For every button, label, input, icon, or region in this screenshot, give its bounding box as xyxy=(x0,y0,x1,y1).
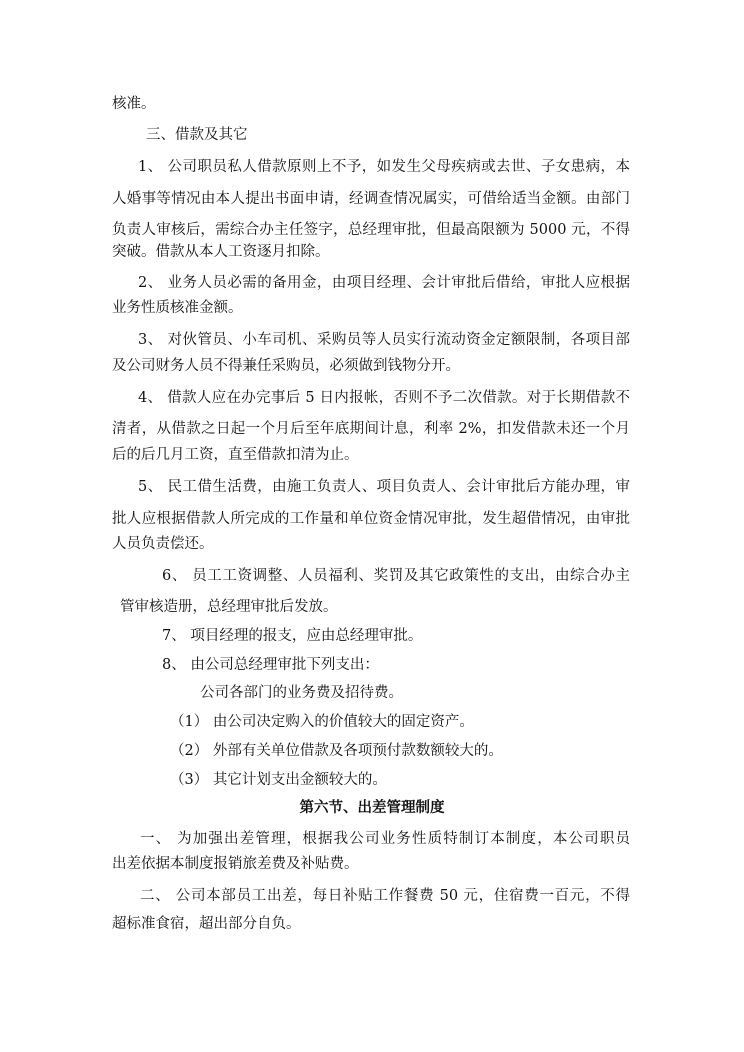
paragraph-line: 8、 由公司总经理审批下列支出： xyxy=(162,657,379,673)
paragraph-line: 后的后几月工资，直至借款扣清为止。 xyxy=(112,447,359,463)
paragraph-line: 批人应根据借款人所完成的工作量和单位资金情况审批，发生超借情况，由审批 xyxy=(112,511,630,527)
paragraph-line: 人婚事等情况由本人提出书面申请，经调查情况属实，可借给适当金额。由部门 xyxy=(112,191,630,207)
list-item: （3） 其它计划支出金额较大的。 xyxy=(170,772,387,788)
list-item: （1） 由公司决定购入的价值较大的固定资产。 xyxy=(170,714,474,730)
list-item: （2） 外部有关单位借款及各项预付款数额较大的。 xyxy=(170,743,503,759)
paragraph-line: 1、 公司职员私人借款原则上不予，如发生父母疾病或去世、子女患病，本 xyxy=(138,159,630,175)
paragraph-line: 7、 项目经理的报支，应由总经理审批。 xyxy=(162,628,423,644)
paragraph-line: 突破。借款从本人工资逐月扣除。 xyxy=(112,244,330,260)
paragraph-line: 2、 业务人员必需的备用金，由项目经理、会计审批后借给，审批人应根据 xyxy=(138,275,630,291)
paragraph-line: 负责人审核后，需综合办主任签字，总经理审批，但最高限额为 5000 元，不得 xyxy=(112,222,630,238)
paragraph-line: 3、 对伙管员、小车司机、采购员等人员实行流动资金定额限制，各项目部 xyxy=(138,332,630,348)
paragraph-line: 一、 为加强出差管理，根据我公司业务性质特制订本制度，本公司职员 xyxy=(140,831,630,847)
paragraph-line: 业务性质核准金额。 xyxy=(112,300,243,316)
paragraph-line: 超标准食宿，超出部分自负。 xyxy=(112,916,301,932)
paragraph-line: 人员负责偿还。 xyxy=(112,536,214,552)
section-title: 第六节、出差管理制度 xyxy=(299,799,445,816)
paragraph-line: 公司各部门的业务费及招待费。 xyxy=(200,685,403,701)
paragraph-line: 清者，从借款之日起一个月后至年底期间计息，利率 2%，扣发借款未还一个月 xyxy=(112,421,630,437)
paragraph-line: 4、 借款人应在办完事后 5 日内报帐，否则不予二次借款。对于长期借款不 xyxy=(138,390,630,406)
paragraph-line: 5、 民工借生活费，由施工负责人、项目负责人、会计审批后方能办理，审 xyxy=(138,479,630,495)
paragraph-line: 出差依据本制度报销旅差费及补贴费。 xyxy=(112,856,359,872)
paragraph-line: 管审核造册，总经理审批后发放。 xyxy=(120,599,338,615)
paragraph-line: 二、 公司本部员工出差，每日补贴工作餐费 50 元，住宿费一百元，不得 xyxy=(140,888,630,904)
paragraph-line: 及公司财务人员不得兼任采购员，必须做到钱物分开。 xyxy=(112,358,460,374)
text-line: 核准。 xyxy=(112,96,156,112)
paragraph-line: 6、 员工工资调整、人员福利、奖罚及其它政策性的支出，由综合办主 xyxy=(162,568,630,584)
section-heading-borrowing: 三、借款及其它 xyxy=(146,127,248,143)
